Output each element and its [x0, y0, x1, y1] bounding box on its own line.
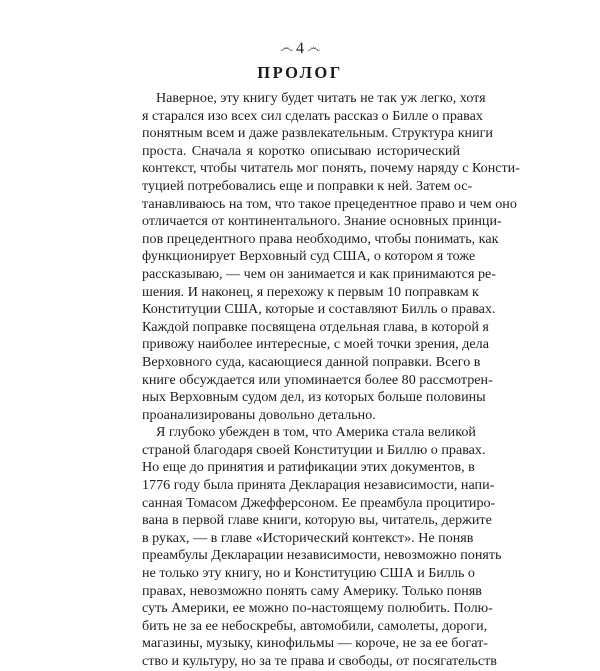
text-line: 1776 году была принята Декларация независимости, напи- — [142, 477, 495, 494]
body-text — [142, 90, 520, 671]
text-line: понятным всем и даже развлекательным. Структура книги — [142, 125, 493, 142]
text-line: шения. И наконец, я перехожу к первым 10 поправкам к — [142, 283, 479, 300]
text-line: проанализированы довольно детально. — [142, 406, 376, 423]
text-line: танавливаюсь на том, что такое прецедентное право и чем оно — [142, 195, 517, 212]
text-line: Каждой поправке посвящена отдельная глава, в которой я — [142, 318, 489, 335]
text-line: привожу наиболее интересные, с моей точки зрения, дела — [142, 336, 489, 353]
paragraph-2 — [142, 424, 502, 670]
text-line: вана в первой главе книги, которую вы, читатель, держите — [142, 512, 492, 529]
ornament-left-icon: ෴ — [279, 41, 293, 56]
text-line: Но еще до принятия и ратификации этих документов, в — [142, 459, 475, 476]
text-line: преамбулы Декларации независимости, невозможно понять — [142, 547, 502, 564]
text-line: магазины, музыку, кинофильмы — короче, не за ее богат- — [142, 635, 488, 652]
text-line: правах, невозможно понять саму Америку. Только поняв — [142, 582, 482, 599]
text-line: функционирует Верховный суд США, о котором я тоже — [142, 248, 476, 265]
text-line: рассказываю, — чем он занимается и как принимаются ре- — [142, 265, 496, 282]
page-number-value: 4 — [296, 40, 304, 57]
text-line: суть Америки, ее можно по-настоящему полюбить. Полю- — [142, 600, 493, 617]
text-line: страной благодаря своей Конституции и Биллю о правах. — [142, 441, 486, 458]
text-line: ство и культуру, но за те права и свободы, от посягательств — [142, 653, 497, 669]
text-line: отличается от континентального. Знание основных принци- — [142, 213, 502, 230]
text-line: контекст, чтобы читатель мог понять, почему наряду с Консти- — [142, 160, 520, 177]
text-line: я старался изо всех сил сделать рассказ о Билле о правах — [142, 107, 483, 124]
chapter-title: ПРОЛОГ — [257, 63, 343, 82]
text-line: санная Томасом Джефферсоном. Ее преамбула процитиро- — [142, 494, 496, 511]
text-line: проста. Сначала я коротко описываю исторический — [142, 142, 460, 159]
text-line: Я глубоко убежден в том, что Америка стала великой — [156, 424, 476, 441]
ornament-right-icon: ෴ — [307, 41, 321, 56]
text-line: пов прецедентного права необходимо, чтобы понимать, как — [142, 230, 499, 247]
page-number — [0, 41, 600, 57]
text-line: Конституции США, которые и составляют Билль о правах. — [142, 301, 496, 318]
text-line: книге обсуждается или упоминается более 80 рассмотрен- — [142, 371, 493, 388]
text-line: не только эту книгу, но и Конституцию США и Билль о — [142, 565, 475, 582]
text-line: в руках, — в главе «Исторический контекст». Не поняв — [142, 529, 474, 546]
text-line: Верховного суда, касающиеся данной поправки. Всего в — [142, 353, 481, 370]
paragraph-1 — [142, 90, 520, 424]
text-line: Наверное, эту книгу будет читать не так уж легко, хотя — [156, 90, 486, 106]
text-line: туцией потребовались еще и поправки к ней. Затем ос- — [142, 177, 473, 194]
text-line: бить не за ее небоскребы, автомобили, самолеты, дороги, — [142, 617, 488, 634]
text-line: ных Верховным судом дел, из которых больше половины — [142, 389, 486, 406]
